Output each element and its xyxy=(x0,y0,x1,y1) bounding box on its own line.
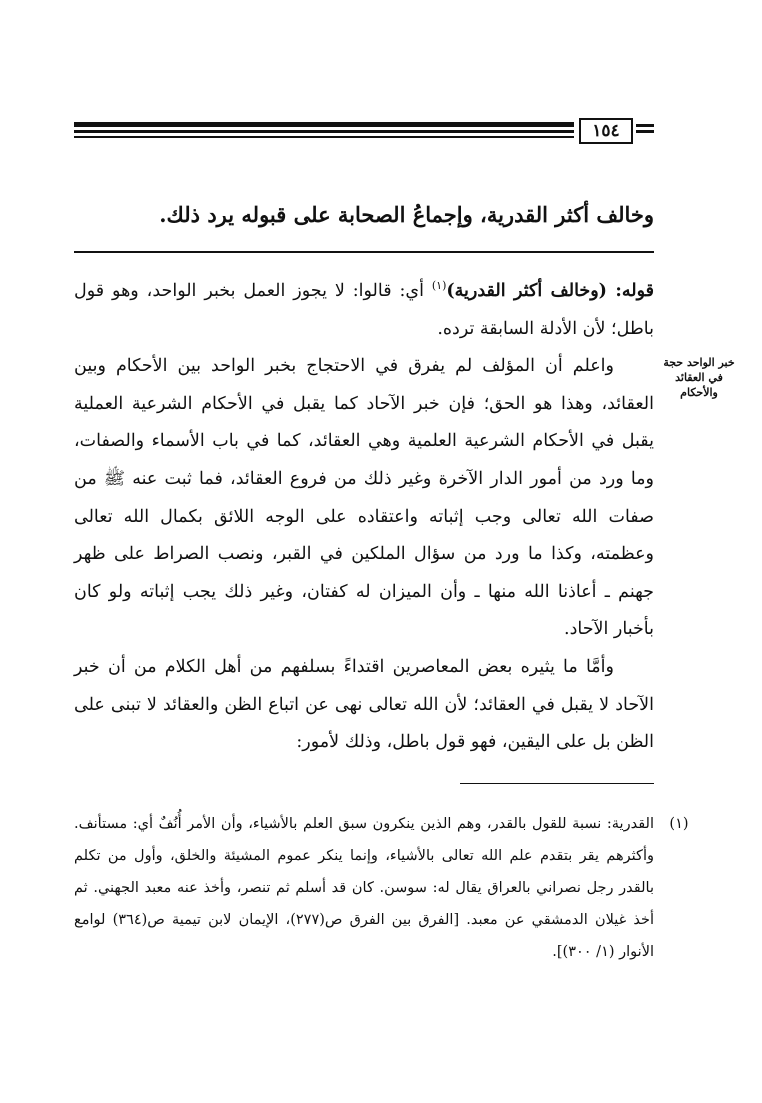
page-number: ١٥٤ xyxy=(579,118,633,144)
header-rule xyxy=(74,122,574,141)
footnote xyxy=(74,808,689,968)
commentary-p1-text: أي: قالوا: لا يجوز العمل بخبر الواحد، وهو قول باطل؛ لأن الأدلة السابقة ترده. xyxy=(74,281,654,339)
commentary-paragraph-1 xyxy=(74,273,654,348)
footnote-number: (١) xyxy=(669,816,689,832)
commentary xyxy=(74,273,654,762)
margin-note: خبر الواحد حجة في العقائد والأحكام xyxy=(663,356,735,399)
main-text-divider xyxy=(74,251,654,253)
page-header xyxy=(74,118,654,144)
footnote-text: القدرية: نسبة للقول بالقدر، وهم الذين ينكرون سبق العلم بالأشياء، وأن الأمر أُنُفٌ أي: مستأنف. وأكثرهم يقر بتقدم علم الله تعالى بالأشياء، وإنما ينكر عموم المشيئة والخلق، وأول من تكلم بالقدر رجل نصراني بالعراق يقال له: سوسن. كان قد أسلم ثم تنصر، وأخذ عنه معبد الجهني. ثم أخذ غيلان الدمشقي عن معبد. [الفرق بين الفرق ص(٢٧٧)، الإيمان لابن تيمية ص(٣٦٤) لوامع الأنوار (١/ ٣٠٠)]. xyxy=(74,816,655,960)
footnote-ref: (١) xyxy=(431,279,447,293)
footnote-divider xyxy=(460,783,654,784)
commentary-paragraph-2: واعلم أن المؤلف لم يفرق في الاحتجاج بخبر الواحد بين الأحكام وبين العقائد، وهذا هو الحق؛ فإن خبر الآحاد كما يقبل في الأحكام الشرعية العملية يقبل في الأحكام الشرعية العلمية وهي العقائد، كما في باب الأسماء والصفات، وما ورد من أمور الدار الآخرة وغير ذلك من فروع العقائد، فما ثبت عنه ﷺ من صفات الله تعالى وجب إثباته واعتقاده على الوجه اللائق بكمال الله تعالى وعظمته، وكذا ما ورد من سؤال الملكين في القبر، ونصب الصراط على ظهر جهنم ـ أعاذنا الله منها ـ وأن الميزان له كفتان، وغير ذلك يجب إثباته ولو كان بأخبار الآحاد. xyxy=(74,356,654,640)
header-ornament xyxy=(636,124,654,136)
commentary-lead: قوله: (وخالف أكثر القدرية) xyxy=(446,281,654,301)
main-text: وخالف أكثر القدرية، وإجماعُ الصحابة على قبوله يرد ذلك. xyxy=(159,202,654,227)
commentary-paragraph-3: وأمَّا ما يثيره بعض المعاصرين اقتداءً بسلفهم من أهل الكلام من أن خبر الآحاد لا يقبل في العقائد؛ لأن الله تعالى نهى عن اتباع الظن والعقائد لا تبنى على الظن بل على اليقين، فهو قول باطل، وذلك لأمور: xyxy=(74,656,654,753)
